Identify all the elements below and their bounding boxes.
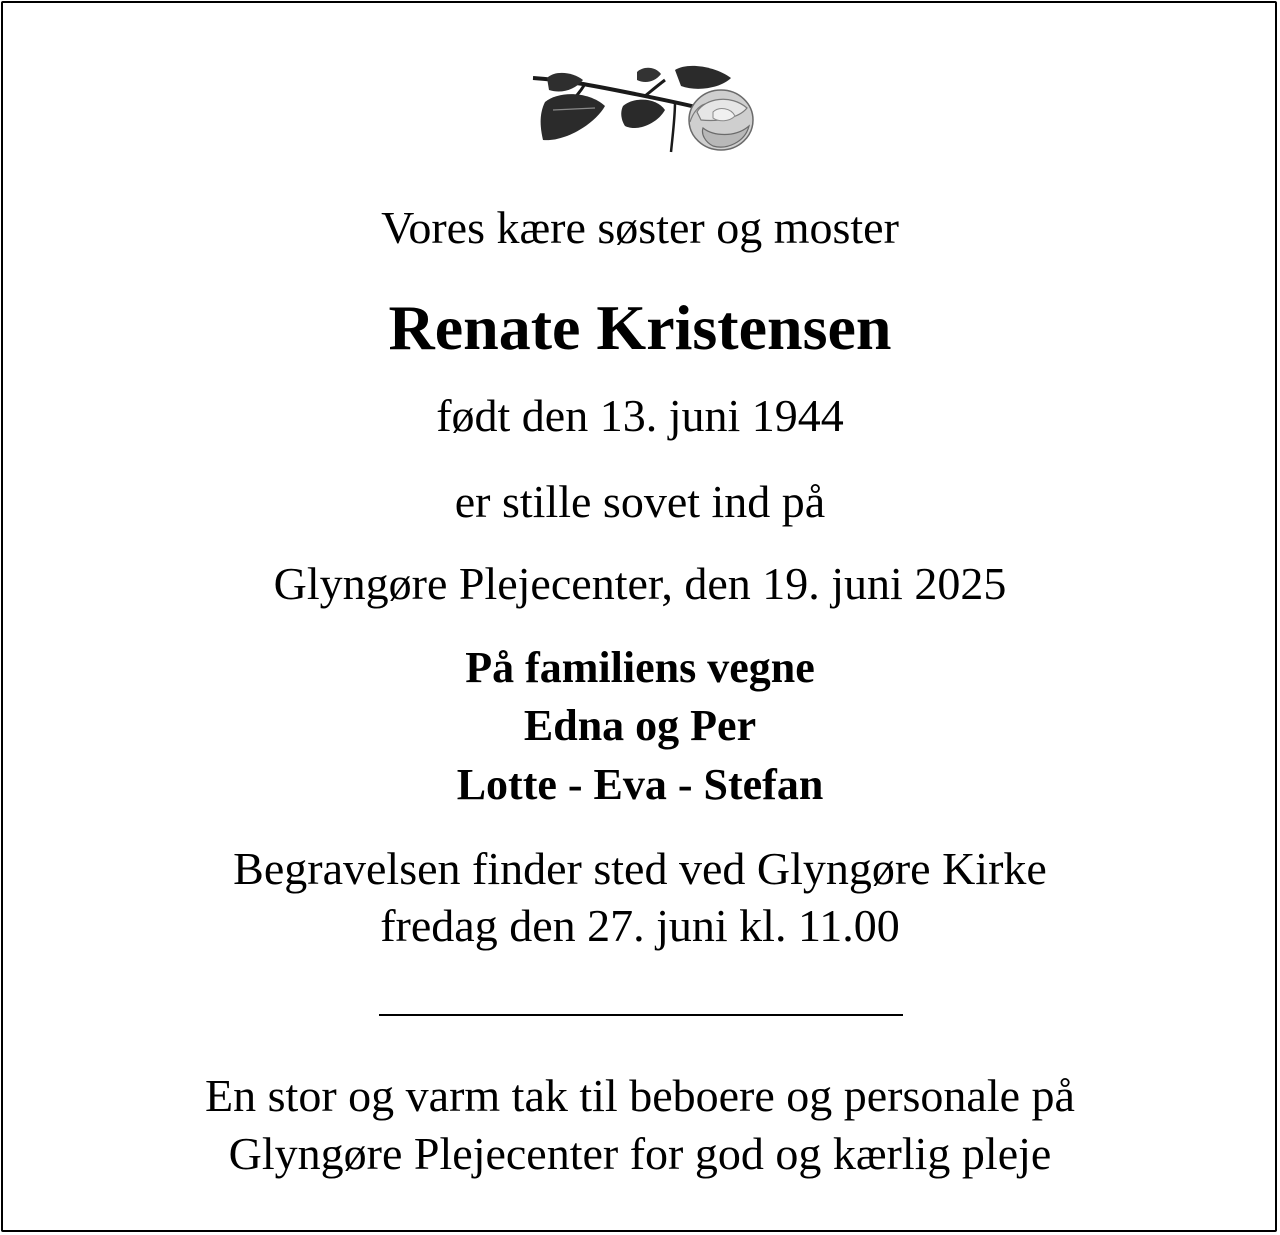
- passed-place-date: Glyngøre Plejecenter, den 19. juni 2025: [273, 558, 1007, 609]
- family-line: På familiens vegne: [465, 643, 815, 692]
- deceased-name: Renate Kristensen: [388, 292, 892, 363]
- family-line: Edna og Per: [523, 701, 757, 750]
- funeral-line: Begravelsen finder sted ved Glyngøre Kirke: [233, 843, 1047, 894]
- funeral-line: fredag den 27. juni kl. 11.00: [380, 900, 900, 951]
- rose-icon: [525, 62, 765, 160]
- family-line: Lotte - Eva - Stefan: [456, 760, 824, 809]
- thanks-line: En stor og varm tak til beboere og personale på: [205, 1070, 1075, 1121]
- passed-line: er stille sovet ind på: [454, 476, 826, 527]
- intro-text: Vores kære søster og moster: [381, 202, 899, 253]
- birth-date: født den 13. juni 1944: [436, 390, 844, 441]
- thanks-line: Glyngøre Plejecenter for god og kærlig pleje: [228, 1128, 1052, 1179]
- notice-border: [1, 1, 1277, 1232]
- divider: [379, 1014, 903, 1016]
